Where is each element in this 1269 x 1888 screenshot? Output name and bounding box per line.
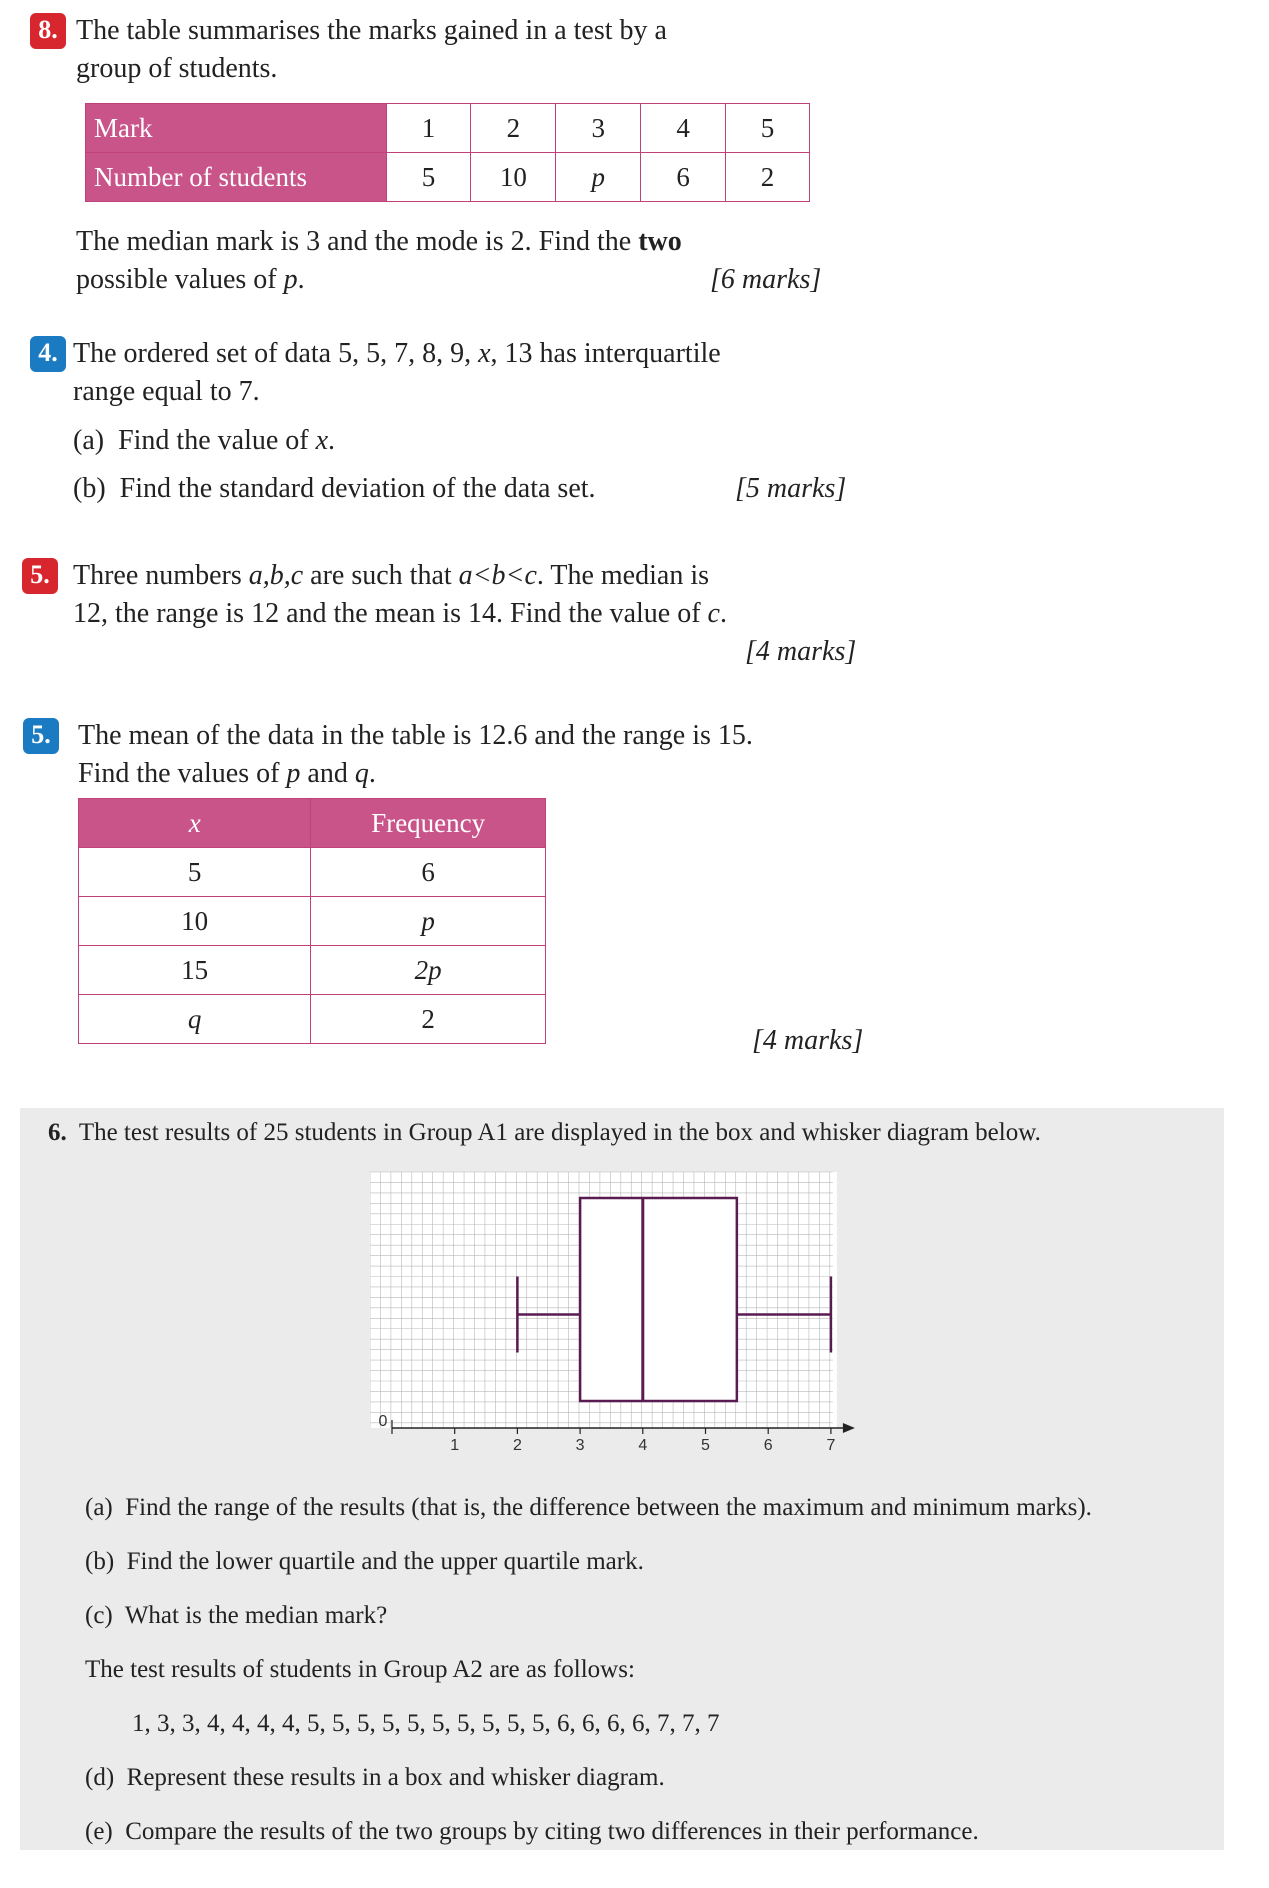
table-header-frequency: Frequency xyxy=(311,799,546,848)
question-5a-line2: 12, the range is 12 and the mean is 14. Find the value of xyxy=(73,598,701,629)
question-4-data: 5, 5, 7, 8, 9, xyxy=(338,338,472,369)
part-label: (a) xyxy=(73,425,105,456)
table-row xyxy=(79,848,546,897)
table-cell: 2p xyxy=(311,946,546,995)
part-label: (b) xyxy=(85,1548,115,1575)
question-4-line2: range equal to 7. xyxy=(73,376,260,407)
table-row xyxy=(79,946,546,995)
x-tick-label: 3 xyxy=(575,1437,585,1454)
part-b-text: Find the standard deviation of the data set. xyxy=(119,473,596,504)
question-4-part-b xyxy=(73,470,596,508)
table-cell: 2 xyxy=(726,153,810,202)
question-8-stem-line1: The table summarises the marks gained in a test by a xyxy=(76,15,667,46)
punctuation: . xyxy=(719,598,727,629)
part-c-text: What is the median mark? xyxy=(124,1602,388,1629)
x-tick-label: 7 xyxy=(826,1437,836,1454)
question-5b-table xyxy=(78,798,546,1044)
question-5a-line1-mid: are such that xyxy=(310,560,452,591)
box xyxy=(580,1198,737,1401)
table-row xyxy=(79,897,546,946)
variable-q: q xyxy=(354,758,369,789)
question-8 xyxy=(38,12,667,88)
table-cell: 3 xyxy=(556,104,641,153)
part-label: (e) xyxy=(85,1818,113,1845)
table-row xyxy=(79,995,546,1044)
table-cell: p xyxy=(556,153,641,202)
table-cell: 10 xyxy=(79,897,311,946)
part-d-text: Represent these results in a box and whisker diagram. xyxy=(126,1764,665,1791)
part-a-text: Find the value of xyxy=(118,425,309,456)
punctuation: . xyxy=(368,758,376,789)
question-5a-line1-end: . The median is xyxy=(536,560,709,591)
x-axis-arrow xyxy=(843,1423,855,1433)
question-8-stem-line2: group of students. xyxy=(76,53,278,84)
table-cell: 5 xyxy=(386,153,471,202)
question-8-emphasis: two xyxy=(638,226,682,257)
table-cell: 6 xyxy=(641,153,726,202)
question-8-text-line2: possible values of xyxy=(76,264,277,295)
question-6-part-b xyxy=(85,1547,644,1577)
table-cell: 2 xyxy=(311,995,546,1044)
question-5a xyxy=(30,557,727,633)
question-4-number: 4. xyxy=(30,336,66,372)
variable-p: p xyxy=(283,264,298,295)
question-6-part-d xyxy=(85,1763,665,1793)
question-6-group2-data: 1, 3, 3, 4, 4, 4, 4, 5, 5, 5, 5, 5, 5, 5, 5, 5, 5, 6, 6, 6, 6, 7, 7, 7 xyxy=(132,1710,720,1737)
question-6-group2-intro: The test results of students in Group A2 are as follows: xyxy=(85,1656,635,1683)
x-tick-label: 5 xyxy=(701,1437,710,1454)
variable-x: x xyxy=(315,425,329,456)
table-cell: 4 xyxy=(641,104,726,153)
question-6-stem xyxy=(48,1118,1041,1148)
part-a-text: Find the range of the results (that is, the difference between the maximum and minimum marks). xyxy=(125,1494,1092,1521)
question-5b-number: 5. xyxy=(23,718,59,754)
question-5b-line1: The mean of the data in the table is 12.6 and the range is 15. xyxy=(78,720,753,751)
x-tick-label: 0 xyxy=(378,1413,388,1430)
question-8-marks: [6 marks] xyxy=(710,264,822,295)
table-cell: 10 xyxy=(471,153,556,202)
question-5a-line1: Three numbers xyxy=(73,560,242,591)
table-row xyxy=(86,104,810,153)
x-tick-label: 2 xyxy=(512,1437,522,1454)
question-5a-number: 5. xyxy=(22,558,58,594)
table-cell: 6 xyxy=(311,848,546,897)
table-header-students: Number of students xyxy=(86,153,387,202)
question-6-part-a xyxy=(85,1493,1092,1523)
variable-p: p xyxy=(286,758,301,789)
question-4-line1: The ordered set of data xyxy=(73,338,332,369)
box-whisker-diagram xyxy=(370,1168,870,1458)
question-4 xyxy=(38,335,721,411)
question-6-number: 6. xyxy=(48,1119,67,1146)
question-5b-marks: [4 marks] xyxy=(752,1025,864,1056)
question-5b xyxy=(31,717,753,793)
table-cell: q xyxy=(79,995,311,1044)
question-8-text xyxy=(76,223,682,299)
punctuation: . xyxy=(328,425,336,456)
question-8-text-line1: The median mark is 3 and the mode is 2. Find the xyxy=(76,226,632,257)
part-label: (c) xyxy=(85,1602,113,1629)
question-8-table xyxy=(85,103,810,202)
table-cell: 2 xyxy=(471,104,556,153)
x-tick-label: 4 xyxy=(638,1437,648,1454)
punctuation: . xyxy=(297,264,305,295)
part-label: (a) xyxy=(85,1494,113,1521)
table-cell: 15 xyxy=(79,946,311,995)
part-e-text: Compare the results of the two groups by citing two differences in their performance. xyxy=(125,1818,979,1845)
part-label: (d) xyxy=(85,1764,115,1791)
part-b-text: Find the lower quartile and the upper quartile mark. xyxy=(126,1548,644,1575)
question-6-stem-text: The test results of 25 students in Group A1 are displayed in the box and whisker diagram below. xyxy=(78,1119,1041,1146)
table-row xyxy=(86,153,810,202)
x-tick-label: 1 xyxy=(450,1437,460,1454)
question-4-line1-end: , 13 has interquartile xyxy=(490,338,721,369)
question-5b-line2: Find the values of xyxy=(78,758,280,789)
question-5b-line2-mid: and xyxy=(307,758,348,789)
table-cell: 5 xyxy=(726,104,810,153)
x-tick-label: 6 xyxy=(763,1437,773,1454)
question-6-panel xyxy=(20,1108,1224,1850)
question-4-marks: [5 marks] xyxy=(735,473,847,504)
variable-x: x xyxy=(478,338,491,369)
variables-abc: a,b,c xyxy=(248,560,304,591)
part-label: (b) xyxy=(73,473,106,504)
table-cell: p xyxy=(311,897,546,946)
inequality: a<b<c xyxy=(458,560,537,591)
table-header-mark: Mark xyxy=(86,104,387,153)
question-8-number: 8. xyxy=(30,13,66,49)
table-cell: 5 xyxy=(79,848,311,897)
variable-c: c xyxy=(707,598,720,629)
table-row xyxy=(79,799,546,848)
question-5a-marks: [4 marks] xyxy=(745,636,857,667)
question-4-part-a xyxy=(73,422,335,460)
table-cell: 1 xyxy=(386,104,471,153)
question-6-part-c xyxy=(85,1601,387,1631)
table-header-x: x xyxy=(79,799,311,848)
question-6-part-e xyxy=(85,1817,979,1847)
